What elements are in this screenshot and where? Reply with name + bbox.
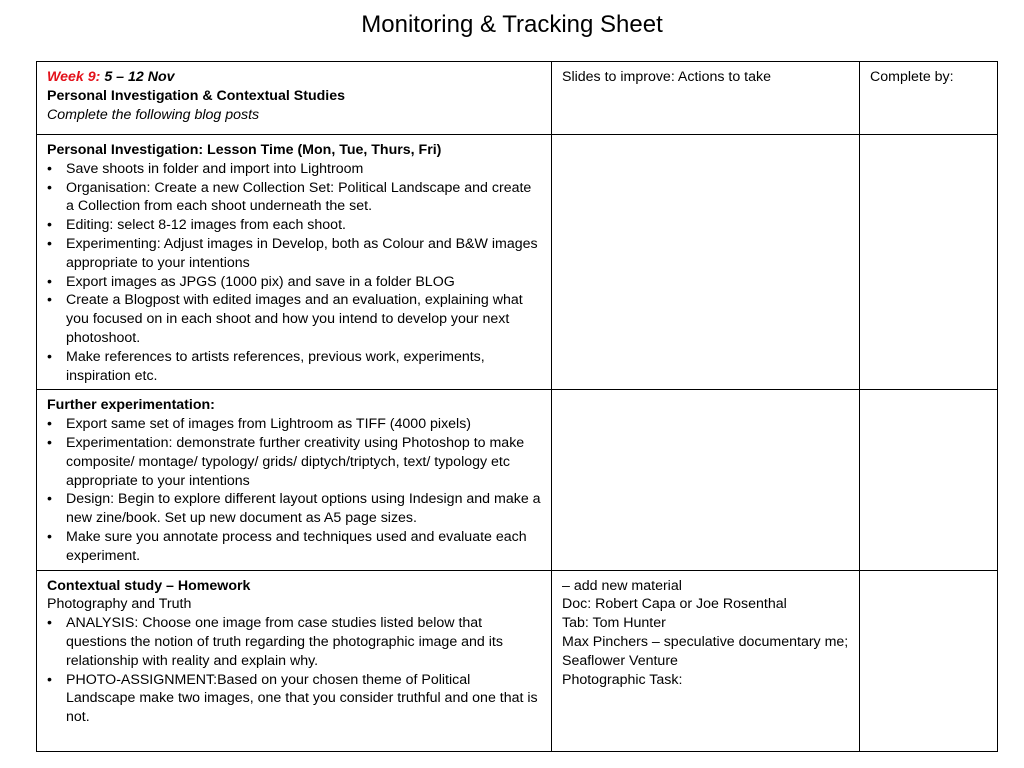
complete-by-header: Complete by: [870, 69, 954, 85]
experiment-complete-cell [860, 390, 998, 570]
note-line: Max Pinchers – speculative documentary me; Seaflower Venture [562, 633, 849, 669]
note-line: Tab: Tom Hunter [562, 615, 666, 632]
lesson-row [37, 135, 998, 390]
lesson-heading: Personal Investigation: Lesson Time (Mon, Tue, Thurs, Fri) [47, 142, 442, 158]
complete-by-header-cell [860, 62, 998, 135]
contextual-list [47, 614, 543, 727]
slides-header: Slides to improve: Actions to take [562, 69, 771, 85]
contextual-cell [37, 570, 552, 751]
list-item: • PHOTO-ASSIGNMENT:Based on your chosen theme of Political Landscape make two images, one that you consider truthful and one that is not. [47, 671, 543, 727]
note-line: Doc: Robert Capa or Joe Rosenthal [562, 596, 787, 613]
note-line: – add new material [562, 577, 682, 594]
lesson-actions-cell [552, 135, 860, 390]
list-item: • Experimenting: Adjust images in Develop, both as Colour and B&W images appropriate to your intentions [47, 235, 543, 273]
week-label: Week 9: [47, 69, 101, 85]
week-instruction: Complete the following blog posts [47, 106, 260, 123]
list-item: • Export same set of images from Lightroom as TIFF (4000 pixels) [47, 415, 543, 434]
contextual-notes-cell [552, 570, 860, 751]
lesson-list [47, 160, 543, 386]
list-item: • Organisation: Create a new Collection Set: Political Landscape and create a Collection from each shoot underneath the set. [47, 179, 543, 217]
slides-header-cell [552, 62, 860, 135]
week-dates: 5 – 12 Nov [100, 69, 175, 85]
experiment-row [37, 390, 998, 570]
list-item: • Export images as JPGS (1000 pix) and save in a folder BLOG [47, 273, 543, 292]
note-line: Photographic Task: [562, 671, 683, 688]
list-item: • Create a Blogpost with edited images and an evaluation, explaining what you focused on in each shoot and how you intend to develop your next photoshoot. [47, 291, 543, 347]
header-row [37, 62, 998, 135]
list-item: • ANALYSIS: Choose one image from case studies listed below that questions the notion of truth regarding the photographic image and its relationship with reality and explain why. [47, 614, 543, 670]
week-subtitle: Personal Investigation & Contextual Studies [47, 87, 345, 104]
lesson-cell [37, 135, 552, 390]
list-item: • Design: Begin to explore different layout options using Indesign and make a new zine/book. Set up new document as A5 page sizes. [47, 490, 543, 528]
page-title: Monitoring & Tracking Sheet [361, 11, 663, 38]
contextual-heading: Contextual study – Homework [47, 577, 251, 594]
list-item: • Make references to artists references, previous work, experiments, inspiration etc. [47, 348, 543, 386]
experiment-heading: Further experimentation: [47, 397, 215, 414]
list-item: • Make sure you annotate process and techniques used and evaluate each experiment. [47, 528, 543, 566]
experiment-actions-cell [552, 390, 860, 570]
experiment-cell [37, 390, 552, 570]
tracking-table [36, 61, 998, 752]
week-cell [37, 62, 552, 135]
list-item: • Experimentation: demonstrate further creativity using Photoshop to make composite/ montage/ typology/ grids/ diptych/triptych, text/ typology etc appropriate to your intentions [47, 434, 543, 490]
contextual-subheading: Photography and Truth [47, 596, 192, 613]
contextual-complete-cell [860, 570, 998, 751]
contextual-row [37, 570, 998, 751]
lesson-complete-cell [860, 135, 998, 390]
week-line [47, 68, 543, 87]
list-item: • Save shoots in folder and import into Lightroom [47, 160, 543, 179]
experiment-list [47, 415, 543, 565]
list-item: • Editing: select 8-12 images from each shoot. [47, 216, 543, 235]
